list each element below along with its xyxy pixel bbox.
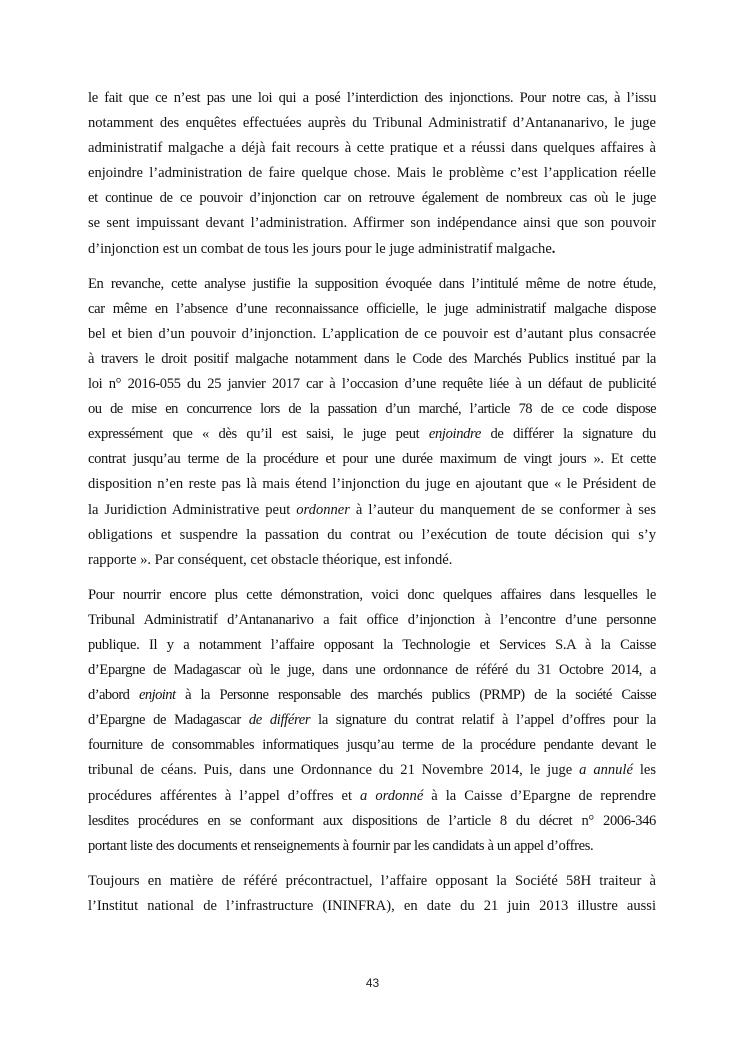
text-segment: disposition n’en reste pas là mais étend l’injonction du juge en ajoutant que « le Président de — [88, 476, 656, 493]
text-line — [88, 136, 656, 161]
body-paragraph — [88, 272, 656, 573]
text-segment: Toujours en matière de référé précontractuel, l’affaire opposant la Société 58H traiteur à — [88, 872, 656, 889]
text-segment: obligations et suspendre la passation du contrat ou l’exécution de toute décision qui s’y — [88, 526, 656, 543]
text-line — [88, 733, 656, 758]
text-line — [88, 894, 656, 919]
text-line — [88, 372, 656, 397]
text-line — [88, 498, 656, 523]
text-segment: se sent impuissant devant l’administration. Affirmer son indépendance ainsi que son pouvoir — [88, 215, 656, 232]
text-line — [88, 633, 656, 658]
text-segment: enjoindre l’administration de faire quelque chose. Mais le problème c’est l’application réelle — [88, 165, 656, 182]
text-segment: ou de mise en concurrence lors de la passation d’un marché, l’article 78 de ce code dispose — [88, 401, 656, 418]
emphasis-text: enjoindre — [428, 426, 481, 443]
text-segment: administratif malgache a déjà fait recours à cette pratique et a réussi dans quelques affaires à — [88, 140, 656, 157]
text-segment: fourniture de consommables informatiques jusqu’au terme de la procédure pendante devant le — [88, 737, 656, 754]
body-paragraph — [88, 869, 656, 919]
text-segment: loi n° 2016-055 du 25 janvier 2017 car à l’occasion d’une requête liée à un défaut de publicité — [88, 376, 656, 393]
text-line — [88, 834, 656, 859]
emphasis-text: a ordonné — [360, 787, 424, 804]
text-segment: d’injonction est un combat de tous les jours pour le juge administratif malgache — [88, 240, 552, 257]
emphasis-text: ordonner — [296, 501, 350, 518]
text-line — [88, 784, 656, 809]
text-segment: portant liste des documents et renseignements à fournir par les candidats à un appel d’offres. — [88, 837, 594, 854]
text-segment: Tribunal Administratif d’Antananarivo a fait office d’injonction à l’encontre d’une personne — [88, 611, 656, 628]
text-segment: à l’auteur du manquement de se conformer à ses — [349, 501, 657, 518]
text-segment: En revanche, cette analyse justifie la supposition évoquée dans l’intitulé même de notre étude, — [88, 275, 656, 292]
text-line — [88, 583, 656, 608]
text-line — [88, 708, 656, 733]
emphasis-text: de différer — [248, 712, 311, 729]
body-paragraph — [88, 583, 656, 859]
text-segment: d’abord — [88, 687, 139, 704]
document-page — [88, 86, 656, 929]
text-segment: la Juridiction Administrative peut — [88, 501, 297, 518]
text-segment: et continue de ce pouvoir d’injonction car on retrouve également de nombreux cas où le juge — [88, 190, 656, 207]
text-segment: contrat jusqu’au terme de la procédure et pour une durée maximum de vingt jours ». Et cette — [88, 451, 656, 468]
text-segment: lesdites procédures en se conformant aux dispositions de l’article 8 du décret n° 2006-346 — [88, 812, 656, 829]
text-line — [88, 809, 656, 834]
text-segment: notamment des enquêtes effectuées auprès du Tribunal Administratif d’Antananarivo, le juge — [88, 115, 656, 132]
text-line — [88, 447, 656, 472]
text-segment: expressément que « dès qu’il est saisi, le juge peut — [88, 426, 429, 443]
emphasis-text: enjoint — [138, 687, 176, 704]
bold-text: . — [551, 240, 556, 257]
text-segment: le fait que ce n’est pas une loi qui a posé l’interdiction des injonctions. Pour notre cas, à l’issu — [88, 90, 656, 106]
text-segment: la signature du contrat relatif à l’appel d’offres pour la — [310, 712, 656, 729]
text-line — [88, 422, 656, 447]
text-line — [88, 86, 656, 111]
text-segment: à travers le droit positif malgache notamment dans le Code des Marchés Publics institué par la — [88, 350, 656, 367]
text-segment: d’Epargne de Madagascar — [88, 712, 249, 729]
text-line — [88, 608, 656, 633]
emphasis-text: a annulé — [579, 762, 633, 779]
text-segment: à la Personne responsable des marchés publics (PRMP) de la société Caisse — [175, 687, 657, 704]
text-line — [88, 683, 656, 708]
text-line — [88, 322, 656, 347]
text-segment: publique. Il y a notamment l’affaire opposant la Technologie et Services S.A à la Caisse — [88, 636, 656, 653]
text-line — [88, 186, 656, 211]
text-line — [88, 111, 656, 136]
text-segment: tribunal de céans. Puis, dans une Ordonnance du 21 Novembre 2014, le juge — [88, 762, 580, 779]
text-line — [88, 272, 656, 297]
text-segment: les — [632, 762, 657, 779]
text-line — [88, 523, 656, 548]
body-paragraph — [88, 86, 656, 262]
text-line — [88, 211, 656, 236]
text-line — [88, 297, 656, 322]
text-segment: à la Caisse d’Epargne de reprendre — [423, 787, 657, 804]
text-segment: d’Epargne de Madagascar où le juge, dans une ordonnance de référé du 31 Octobre 2014, a — [88, 662, 656, 679]
text-segment: Pour nourrir encore plus cette démonstration, voici donc quelques affaires dans lesquelles le — [88, 586, 656, 603]
text-segment: rapporte ». Par conséquent, cet obstacle théorique, est infondé. — [88, 551, 453, 568]
text-segment: procédures afférentes à l’appel d’offres et — [88, 787, 361, 804]
text-segment: car même en l’absence d’une reconnaissance officielle, le juge administratif malgache dispose — [88, 300, 656, 317]
text-segment: l’Institut national de l’infrastructure (ININFRA), en date du 21 juin 2013 illustre aussi — [88, 897, 656, 914]
text-line — [88, 397, 656, 422]
text-segment: de différer la signature du — [480, 426, 656, 443]
page-number: 43 — [365, 976, 380, 990]
text-line — [88, 548, 656, 573]
text-line — [88, 758, 656, 783]
text-line — [88, 237, 656, 262]
text-line — [88, 869, 656, 894]
text-line — [88, 658, 656, 683]
text-line — [88, 472, 656, 497]
text-segment: bel et bien d’un pouvoir d’injonction. L’application de ce pouvoir est d’autant plus consacrée — [88, 325, 656, 342]
text-line — [88, 161, 656, 186]
text-line — [88, 347, 656, 372]
